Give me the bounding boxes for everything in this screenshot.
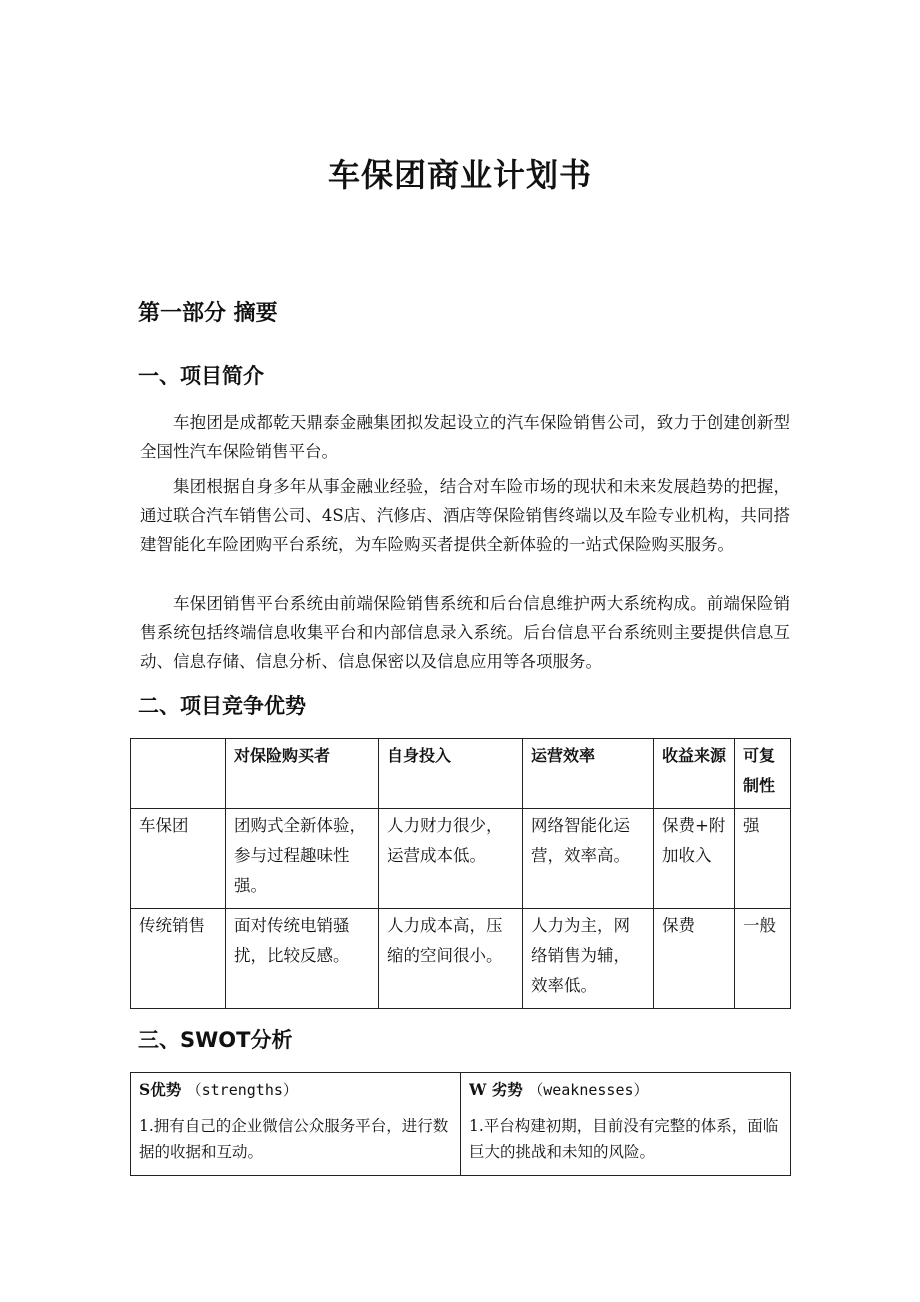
table-cell: 人力为主，网络销售为辅，效率低。 [523, 909, 654, 1009]
swot-weaknesses-label: W 劣势 [469, 1080, 523, 1099]
table-cell: 人力成本高，压缩的空间很小。 [379, 909, 523, 1009]
table-row [131, 909, 791, 1009]
table-header-cell: 运营效率 [523, 739, 654, 809]
swot-table [130, 1072, 791, 1176]
swot-strengths-heading [139, 1077, 452, 1103]
section-heading-advantage: 二、项目竞争优势 [138, 694, 306, 718]
section-heading-intro: 一、项目简介 [138, 364, 264, 388]
table-cell: 车保团 [131, 809, 226, 909]
table-header-cell: 可复制性 [735, 739, 791, 809]
swot-weaknesses-cell [461, 1073, 791, 1176]
part-heading: 第一部分 摘要 [138, 301, 278, 326]
paragraph-intro-3: 车保团销售平台系统由前端保险销售系统和后台信息维护两大系统构成。前端保险销售系统包括终端信息收集平台和内部信息录入系统。后台信息平台系统则主要提供信息互动、信息存储、信息分析、信息保密以及信息应用等各项服务。 [140, 594, 790, 671]
swot-strengths-en: （strengths） [186, 1081, 298, 1099]
paragraph-intro-1: 车抱团是成都乾天鼎泰金融集团拟发起设立的汽车保险销售公司，致力于创建创新型全国性汽车保险销售平台。 [140, 413, 790, 461]
swot-strengths-cell [131, 1073, 461, 1176]
table-cell: 团购式全新体验，参与过程趣味性强。 [226, 809, 379, 909]
table-cell: 人力财力很少，运营成本低。 [379, 809, 523, 909]
table-cell: 强 [735, 809, 791, 909]
competition-table [130, 738, 791, 1009]
swot-strengths-label: S优势 [139, 1080, 182, 1099]
table-cell: 一般 [735, 909, 791, 1009]
swot-weaknesses-en: （weaknesses） [528, 1081, 649, 1099]
document-title: 车保团商业计划书 [327, 156, 592, 194]
table-cell: 网络智能化运营，效率高。 [523, 809, 654, 909]
table-cell: 保费 [654, 909, 735, 1009]
table-cell: 保费+附加收入 [654, 809, 735, 909]
section-heading-swot: 三、SWOT分析 [138, 1028, 293, 1052]
paragraph-intro-2: 集团根据自身多年从事金融业经验，结合对车险市场的现状和未来发展趋势的把握，通过联合汽车销售公司、4S店、汽修店、酒店等保险销售终端以及车险专业机构，共同搭建智能化车险团购平台系统，为车险购买者提供全新体验的一站式保险购买服务。 [140, 477, 790, 554]
table-header-cell: 收益来源 [654, 739, 735, 809]
swot-weaknesses-item: 1.平台构建初期，目前没有完整的体系，面临巨大的挑战和未知的风险。 [469, 1117, 779, 1161]
table-cell: 面对传统电销骚扰，比较反感。 [226, 909, 379, 1009]
table-cell: 传统销售 [131, 909, 226, 1009]
table-header-cell: 自身投入 [379, 739, 523, 809]
table-row [131, 809, 791, 909]
swot-strengths-item: 1.拥有自己的企业微信公众服务平台，进行数据的收据和互动。 [139, 1117, 449, 1161]
table-header-cell [131, 739, 226, 809]
swot-row [131, 1073, 791, 1176]
table-header-row [131, 739, 791, 809]
table-header-cell: 对保险购买者 [226, 739, 379, 809]
swot-weaknesses-heading [469, 1077, 782, 1103]
